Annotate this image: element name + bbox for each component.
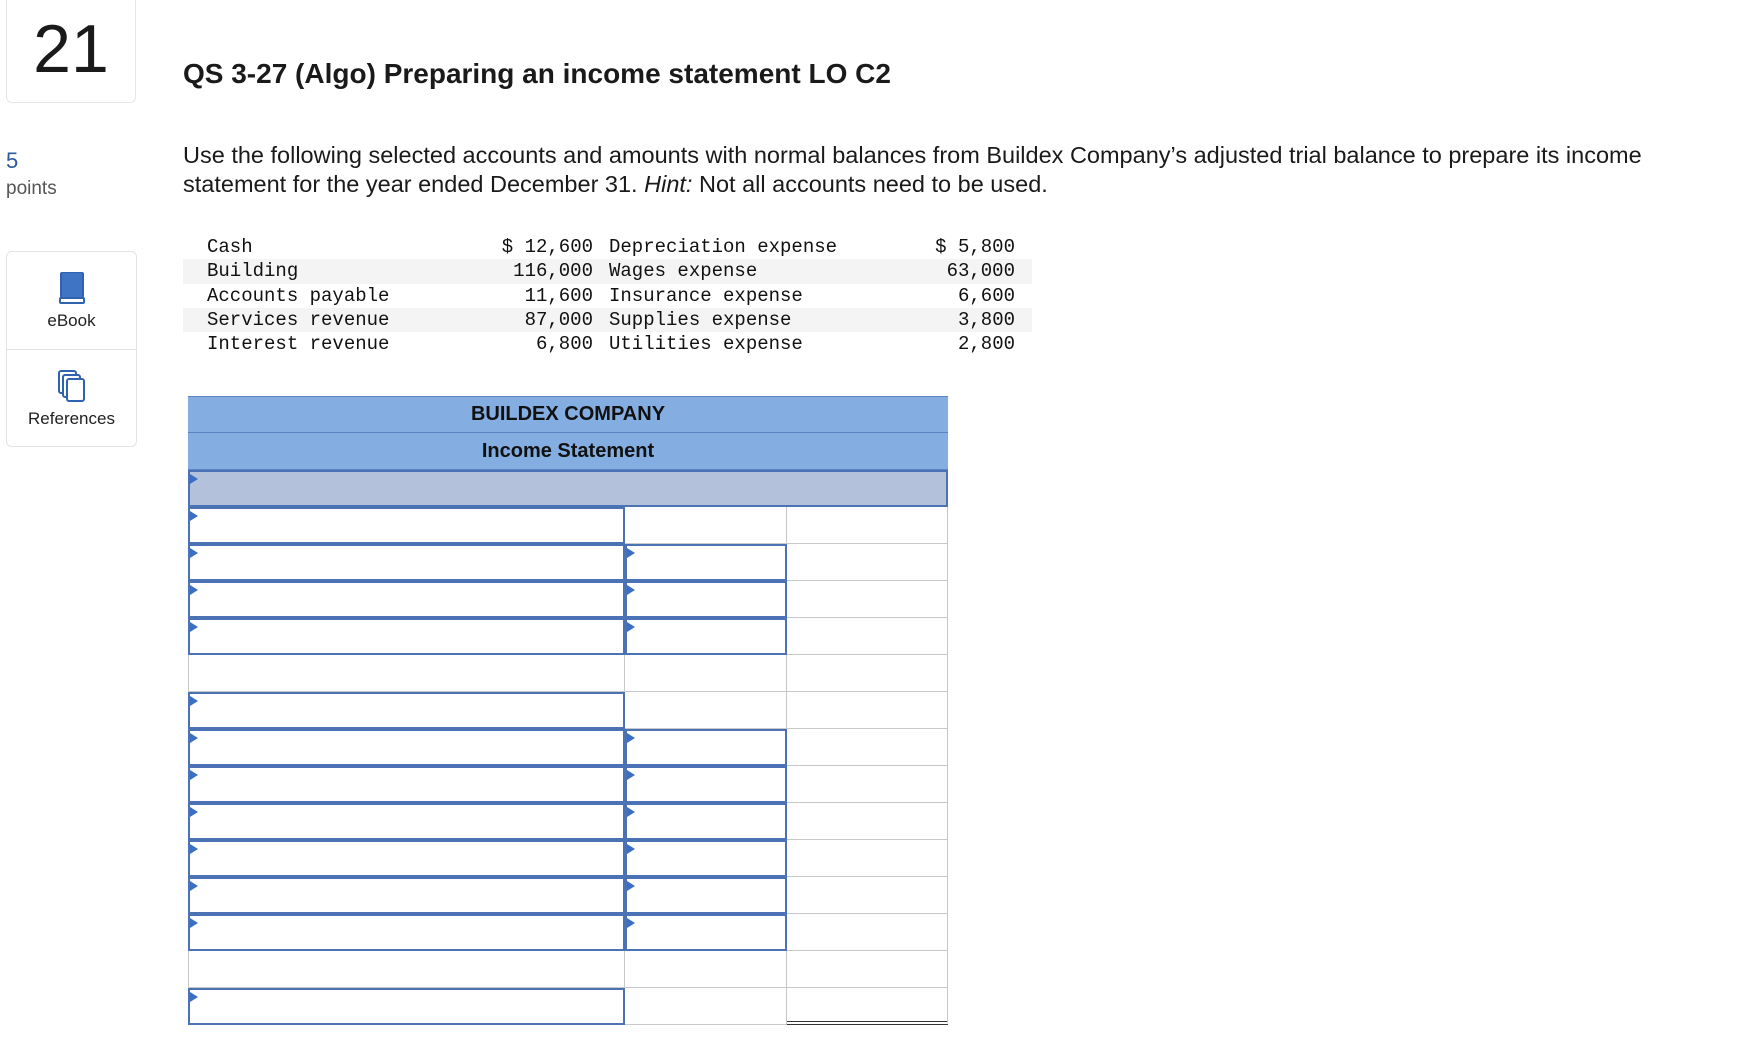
points-label: points [6, 178, 57, 199]
account-name: Insurance expense [609, 284, 803, 307]
account-amount: 6,800 [535, 333, 593, 356]
income-statement-worksheet [188, 396, 948, 1025]
total-cell [787, 803, 948, 840]
account-dropdown[interactable] [188, 507, 625, 544]
account-amount: 6,600 [957, 284, 1015, 307]
account-name: Accounts payable [207, 284, 390, 307]
question-title: QS 3-27 (Algo) Preparing an income statement LO C2 [183, 58, 891, 89]
points-value: 5 [6, 148, 19, 173]
resources-panel [6, 251, 137, 447]
amount-input[interactable] [625, 877, 787, 914]
statement-row [188, 581, 948, 618]
total-cell [787, 692, 948, 729]
amount-input[interactable] [625, 803, 787, 840]
hint-text: Not all accounts need to be used. [692, 171, 1048, 197]
account-row [183, 259, 1032, 283]
total-cell [787, 618, 948, 655]
statement-row [188, 877, 948, 914]
account-dropdown[interactable] [188, 840, 625, 877]
account-amount: $ 12,600 [501, 236, 593, 259]
references-label: References [28, 408, 115, 428]
account-dropdown[interactable] [188, 914, 625, 951]
account-amount: 2,800 [957, 333, 1015, 356]
amount-cell [625, 655, 787, 692]
amount-input[interactable] [625, 729, 787, 766]
account-row [183, 235, 1032, 259]
account-dropdown[interactable] [188, 803, 625, 840]
account-dropdown[interactable] [188, 988, 625, 1025]
account-amount: 11,600 [524, 284, 593, 307]
statement-row [188, 914, 948, 951]
amount-input[interactable] [625, 914, 787, 951]
question-number: 21 [33, 10, 109, 87]
total-cell [787, 729, 948, 766]
account-dropdown[interactable] [188, 544, 625, 581]
ebook-button[interactable] [7, 252, 136, 349]
account-row [183, 332, 1032, 356]
account-name: Cash [207, 236, 253, 259]
account-amount: $ 5,800 [935, 236, 1015, 259]
accounts-table [183, 235, 1032, 356]
statement-row [188, 766, 948, 803]
total-cell [787, 544, 948, 581]
account-amount: 3,800 [905, 308, 1032, 332]
references-button[interactable] [7, 349, 136, 447]
book-icon [57, 271, 87, 305]
amount-input[interactable] [625, 618, 787, 655]
statement-grid [188, 507, 948, 1025]
account-name: Interest revenue [207, 333, 390, 356]
hint-label: Hint: [644, 171, 693, 197]
statement-row [188, 840, 948, 877]
amount-input[interactable] [625, 544, 787, 581]
statement-row [188, 655, 948, 692]
account-amount: 87,000 [443, 308, 609, 332]
amount-input[interactable] [625, 581, 787, 618]
statement-row [188, 803, 948, 840]
account-amount: 116,000 [443, 259, 609, 283]
blank-cell [188, 655, 625, 692]
account-dropdown[interactable] [188, 692, 625, 729]
total-cell [787, 988, 948, 1025]
account-name: Building [183, 259, 443, 283]
instructions-text: Use the following selected accounts and amounts with normal balances from Buildex Company’s adjusted trial balance to prepare its income statement for the year ended December 31. [183, 142, 1642, 197]
amount-cell [625, 507, 787, 544]
account-row [183, 284, 1032, 308]
statement-row [188, 988, 948, 1025]
statement-row [188, 951, 948, 988]
account-amount: 63,000 [905, 259, 1032, 283]
account-dropdown[interactable] [188, 618, 625, 655]
account-name: Depreciation expense [609, 236, 838, 259]
total-cell [787, 914, 948, 951]
statement-row [188, 507, 948, 544]
total-cell [787, 766, 948, 803]
question-instructions [183, 141, 1723, 199]
account-name: Supplies expense [609, 308, 905, 332]
account-dropdown[interactable] [188, 877, 625, 914]
blank-cell [188, 951, 625, 988]
statement-date-dropdown[interactable] [188, 470, 948, 507]
question-number-box [6, 0, 136, 103]
company-name-header: BUILDEX COMPANY [188, 396, 948, 433]
copy-documents-icon [56, 369, 88, 403]
account-name: Wages expense [609, 259, 905, 283]
statement-row [188, 544, 948, 581]
statement-row [188, 692, 948, 729]
account-dropdown[interactable] [188, 766, 625, 803]
total-cell [787, 877, 948, 914]
statement-row [188, 729, 948, 766]
statement-row [188, 618, 948, 655]
amount-cell [625, 951, 787, 988]
account-row [183, 308, 1032, 332]
ebook-label: eBook [47, 310, 96, 330]
amount-input[interactable] [625, 766, 787, 803]
account-name: Utilities expense [609, 333, 803, 356]
account-dropdown[interactable] [188, 729, 625, 766]
total-cell [787, 581, 948, 618]
statement-title-header: Income Statement [188, 433, 948, 470]
account-name: Services revenue [183, 308, 443, 332]
amount-cell [625, 988, 787, 1025]
total-cell [787, 840, 948, 877]
total-cell [787, 655, 948, 692]
total-cell [787, 507, 948, 544]
total-cell [787, 951, 948, 988]
amount-input[interactable] [625, 840, 787, 877]
account-dropdown[interactable] [188, 581, 625, 618]
amount-cell [625, 692, 787, 729]
